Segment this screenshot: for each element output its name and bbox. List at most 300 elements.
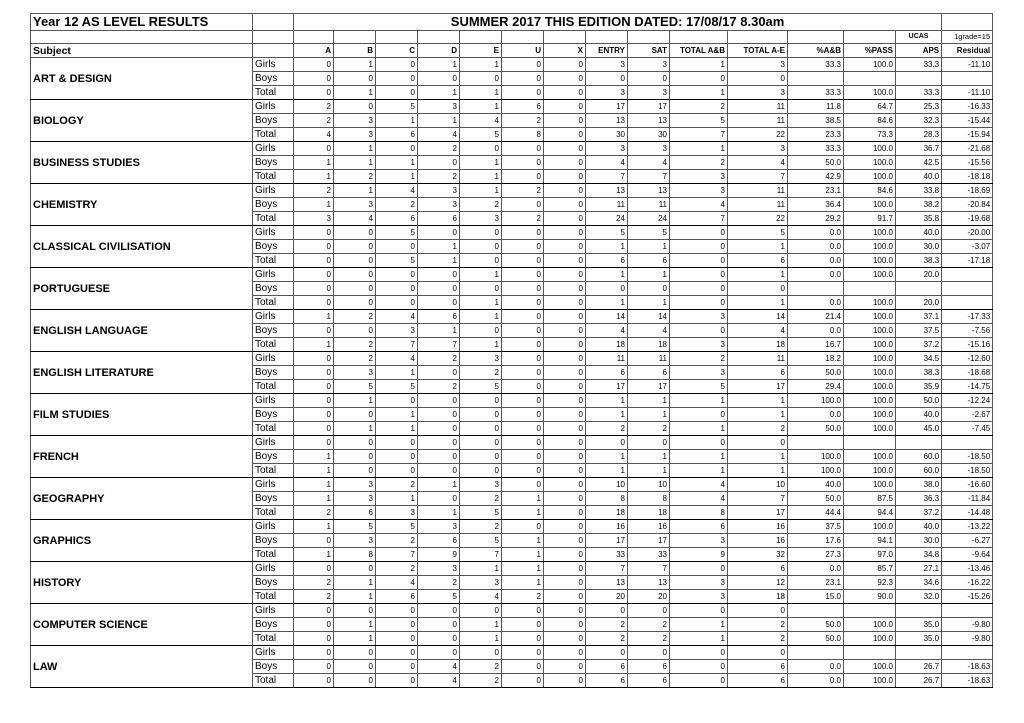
table-cell: 0 [334, 674, 376, 688]
table-cell: 0 [460, 142, 502, 156]
table-cell: 1 [728, 240, 788, 254]
table-cell: 1 [586, 450, 628, 464]
table-cell [942, 646, 993, 660]
table-cell: 0 [460, 394, 502, 408]
table-cell: 0 [294, 366, 334, 380]
table-cell: 0 [544, 86, 586, 100]
table-cell: 1 [728, 408, 788, 422]
table-cell: 0 [294, 394, 334, 408]
table-cell: 3 [418, 100, 460, 114]
table-cell: 0.0 [788, 562, 844, 576]
table-cell: 0 [294, 408, 334, 422]
table-cell: 0 [502, 478, 544, 492]
table-cell: 1 [334, 142, 376, 156]
table-cell: 1 [376, 366, 418, 380]
table-cell: 0 [544, 338, 586, 352]
table-cell: 7 [628, 170, 670, 184]
table-cell: 17 [586, 380, 628, 394]
table-cell: 11 [728, 100, 788, 114]
table-cell: 0 [418, 394, 460, 408]
table-cell: 42.9 [788, 170, 844, 184]
table-cell: 6 [728, 254, 788, 268]
table-cell: 3 [586, 86, 628, 100]
table-cell: 4 [728, 324, 788, 338]
table-cell: 0 [376, 660, 418, 674]
table-cell: 2 [294, 506, 334, 520]
table-cell: -7.56 [942, 324, 993, 338]
table-cell: 7 [376, 548, 418, 562]
table-cell: 100.0 [844, 86, 896, 100]
table-cell: 2 [376, 478, 418, 492]
table-cell: 100.0 [844, 394, 896, 408]
table-cell: 10 [586, 478, 628, 492]
edition-title: SUMMER 2017 THIS EDITION DATED: 17/08/17 8.30am [294, 14, 942, 31]
subject-name: FRENCH [31, 436, 253, 478]
table-cell: 0 [544, 170, 586, 184]
table-cell: 0 [502, 380, 544, 394]
table-cell: 0 [334, 72, 376, 86]
table-cell: 90.0 [844, 590, 896, 604]
table-cell: 7 [460, 548, 502, 562]
column-header: A [294, 44, 334, 58]
table-cell: 0 [544, 394, 586, 408]
table-cell: 85.7 [844, 562, 896, 576]
subject-name: PORTUGUESE [31, 268, 253, 310]
table-cell: 4 [294, 128, 334, 142]
table-cell: 1 [670, 394, 728, 408]
table-cell: 14 [728, 310, 788, 324]
table-row [31, 226, 993, 240]
table-cell: 4 [418, 674, 460, 688]
table-cell: 1 [670, 464, 728, 478]
subject-name: BUSINESS STUDIES [31, 142, 253, 184]
table-cell: 1 [460, 632, 502, 646]
table-cell: 1 [502, 562, 544, 576]
table-cell: 100.0 [844, 380, 896, 394]
table-cell: 0 [544, 576, 586, 590]
table-cell: 12 [728, 576, 788, 590]
table-cell: 6 [586, 660, 628, 674]
table-cell: 34.6 [896, 576, 942, 590]
table-cell: 0 [544, 464, 586, 478]
sheet-title: Year 12 AS LEVEL RESULTS [31, 14, 253, 31]
column-header: Residual [942, 44, 993, 58]
table-cell: -21.68 [942, 142, 993, 156]
table-cell: 0 [544, 562, 586, 576]
table-cell: 7 [586, 170, 628, 184]
table-cell: 0 [544, 156, 586, 170]
table-cell: 2 [334, 310, 376, 324]
table-cell: 0 [376, 450, 418, 464]
group-label: Boys [253, 198, 294, 212]
table-cell: 0 [418, 226, 460, 240]
table-cell: 23.1 [788, 576, 844, 590]
table-cell: 24 [628, 212, 670, 226]
table-cell: 0 [294, 632, 334, 646]
table-cell: 0 [544, 282, 586, 296]
table-cell: 1 [728, 394, 788, 408]
table-cell: 0 [628, 282, 670, 296]
table-cell: 0 [628, 604, 670, 618]
table-cell: 2 [418, 576, 460, 590]
table-cell: -20.84 [942, 198, 993, 212]
table-cell: -3.07 [942, 240, 993, 254]
group-label: Total [253, 212, 294, 226]
table-cell: 42.5 [896, 156, 942, 170]
table-cell: 0 [334, 296, 376, 310]
table-cell: 1 [334, 394, 376, 408]
table-cell: 5 [670, 380, 728, 394]
table-cell: 3 [628, 86, 670, 100]
table-cell: 84.6 [844, 114, 896, 128]
table-cell: 0 [502, 646, 544, 660]
table-cell: 100.0 [844, 464, 896, 478]
table-cell: 8 [670, 506, 728, 520]
table-cell: 8 [334, 548, 376, 562]
table-cell: 1 [728, 296, 788, 310]
table-cell: 1 [670, 450, 728, 464]
table-cell: 1 [670, 632, 728, 646]
table-cell: 0 [670, 604, 728, 618]
table-cell: -6.27 [942, 534, 993, 548]
table-cell: 0 [294, 240, 334, 254]
table-cell: 100.0 [844, 142, 896, 156]
table-cell: 35.9 [896, 380, 942, 394]
table-cell: 2 [418, 380, 460, 394]
table-cell: 0 [294, 226, 334, 240]
table-cell: 5 [334, 520, 376, 534]
table-cell: 0 [376, 240, 418, 254]
table-cell: 0 [334, 100, 376, 114]
table-cell: 17 [586, 534, 628, 548]
table-cell: 1 [670, 86, 728, 100]
table-cell: 2 [502, 590, 544, 604]
table-cell: -12.24 [942, 394, 993, 408]
table-cell: 0 [544, 660, 586, 674]
group-label: Total [253, 380, 294, 394]
group-label: Total [253, 254, 294, 268]
table-cell: 2 [460, 674, 502, 688]
table-cell: 3 [670, 366, 728, 380]
table-cell: 3 [376, 506, 418, 520]
table-cell: 29.4 [788, 380, 844, 394]
table-cell: 0 [294, 436, 334, 450]
table-cell: 18 [628, 338, 670, 352]
table-cell: 32 [728, 548, 788, 562]
table-cell: 6 [418, 310, 460, 324]
table-cell: 0 [502, 156, 544, 170]
table-cell: 33.3 [788, 86, 844, 100]
table-cell: 0 [376, 632, 418, 646]
table-cell: 3 [418, 520, 460, 534]
table-cell: 100.0 [844, 296, 896, 310]
group-label: Total [253, 590, 294, 604]
table-cell: 3 [334, 478, 376, 492]
table-cell: 36.3 [896, 492, 942, 506]
group-label: Boys [253, 366, 294, 380]
table-cell: -7.45 [942, 422, 993, 436]
table-cell: 6 [728, 562, 788, 576]
table-cell: 0 [502, 254, 544, 268]
table-cell: 0 [544, 72, 586, 86]
table-cell: 1 [628, 240, 670, 254]
table-cell [788, 646, 844, 660]
table-row [31, 520, 993, 534]
table-cell: 1 [376, 408, 418, 422]
table-cell: 0 [460, 422, 502, 436]
table-cell: 40.0 [788, 478, 844, 492]
table-cell: 17 [628, 380, 670, 394]
table-cell: 35.0 [896, 618, 942, 632]
table-cell: 97.0 [844, 548, 896, 562]
column-header: APS [896, 44, 942, 58]
table-cell: 6 [670, 520, 728, 534]
table-cell: 100.0 [844, 632, 896, 646]
group-label: Total [253, 422, 294, 436]
table-cell: 2 [628, 618, 670, 632]
table-cell: 0 [502, 450, 544, 464]
table-cell: -20.00 [942, 226, 993, 240]
table-cell: 6 [728, 366, 788, 380]
table-cell: 2 [728, 422, 788, 436]
table-cell: 100.0 [788, 464, 844, 478]
table-cell: 0 [334, 660, 376, 674]
group-label: Girls [253, 646, 294, 660]
table-cell: 1 [294, 492, 334, 506]
table-row [31, 604, 993, 618]
table-cell: 0 [502, 72, 544, 86]
table-cell: 37.5 [896, 324, 942, 338]
table-cell [844, 436, 896, 450]
table-cell: 3 [728, 142, 788, 156]
table-cell: 0 [544, 520, 586, 534]
table-cell: 6 [728, 674, 788, 688]
table-cell: 5 [460, 380, 502, 394]
table-cell: 0 [502, 282, 544, 296]
table-cell: 38.0 [896, 478, 942, 492]
table-cell: 0 [544, 422, 586, 436]
table-cell: 11 [728, 352, 788, 366]
table-cell: 1 [294, 156, 334, 170]
table-cell: 3 [586, 58, 628, 72]
table-cell: -9.80 [942, 632, 993, 646]
table-cell: -2.67 [942, 408, 993, 422]
table-cell: 7 [670, 128, 728, 142]
table-cell: 35.8 [896, 212, 942, 226]
group-label: Total [253, 506, 294, 520]
table-cell: 0 [460, 464, 502, 478]
table-cell: 1 [502, 548, 544, 562]
table-cell: 0 [670, 296, 728, 310]
table-cell: 36.4 [788, 198, 844, 212]
table-cell: 23.1 [788, 184, 844, 198]
table-cell: 3 [334, 114, 376, 128]
table-cell: -18.63 [942, 660, 993, 674]
table-cell: 21.4 [788, 310, 844, 324]
table-cell: 5 [670, 114, 728, 128]
table-cell: 4 [670, 492, 728, 506]
table-cell: 100.0 [844, 170, 896, 184]
group-label: Girls [253, 58, 294, 72]
group-label: Girls [253, 268, 294, 282]
table-cell: 20 [628, 590, 670, 604]
table-cell: 2 [502, 184, 544, 198]
table-row [31, 268, 993, 282]
table-cell: 60.0 [896, 450, 942, 464]
subject-name: LAW [31, 646, 253, 688]
group-label: Boys [253, 282, 294, 296]
table-cell: -15.56 [942, 156, 993, 170]
table-cell: 0 [502, 310, 544, 324]
table-cell: 30 [586, 128, 628, 142]
table-cell: 0 [334, 240, 376, 254]
table-cell: 2 [418, 352, 460, 366]
table-cell: 100.0 [844, 324, 896, 338]
table-cell: 23.3 [788, 128, 844, 142]
table-cell [788, 604, 844, 618]
table-cell: 0 [294, 534, 334, 548]
results-body [31, 58, 993, 688]
table-cell: 0 [544, 58, 586, 72]
table-cell: 0 [418, 436, 460, 450]
table-cell [896, 282, 942, 296]
table-cell: 0 [418, 268, 460, 282]
table-cell: 0 [460, 450, 502, 464]
note-row [31, 31, 993, 44]
table-cell: 0 [460, 604, 502, 618]
table-cell: 30 [628, 128, 670, 142]
table-row [31, 394, 993, 408]
table-cell: 10 [728, 478, 788, 492]
table-cell: 1 [628, 394, 670, 408]
table-cell: 0 [586, 72, 628, 86]
table-cell: 0 [376, 296, 418, 310]
group-label: Girls [253, 562, 294, 576]
table-cell: 2 [418, 170, 460, 184]
table-cell: 32.3 [896, 114, 942, 128]
group-label: Boys [253, 450, 294, 464]
group-label: Girls [253, 184, 294, 198]
table-cell: 0 [376, 72, 418, 86]
subject-name: FILM STUDIES [31, 394, 253, 436]
table-cell: 9 [670, 548, 728, 562]
table-cell: 3 [460, 478, 502, 492]
table-cell: 50.0 [788, 618, 844, 632]
table-cell: 0 [544, 100, 586, 114]
table-cell: 25.3 [896, 100, 942, 114]
table-cell: 1 [294, 520, 334, 534]
table-cell: 100.0 [844, 366, 896, 380]
table-cell: 8 [586, 492, 628, 506]
table-cell: 1 [460, 86, 502, 100]
table-cell: 4 [460, 590, 502, 604]
table-cell: 100.0 [844, 198, 896, 212]
table-cell: 2 [728, 632, 788, 646]
table-cell: 0 [670, 674, 728, 688]
table-cell: 0 [502, 436, 544, 450]
subject-name: HISTORY [31, 562, 253, 604]
table-cell: 0 [418, 156, 460, 170]
table-cell: 11 [586, 198, 628, 212]
table-cell: 13 [586, 114, 628, 128]
table-cell: 100.0 [844, 408, 896, 422]
table-cell: 0 [670, 324, 728, 338]
table-cell: 0 [544, 506, 586, 520]
table-cell: 0 [502, 142, 544, 156]
table-cell: 0.0 [788, 226, 844, 240]
column-header-row [31, 44, 993, 58]
table-cell: 5 [376, 380, 418, 394]
table-cell: 26.7 [896, 674, 942, 688]
group-label: Boys [253, 240, 294, 254]
table-cell: 0 [670, 660, 728, 674]
table-cell: 3 [418, 562, 460, 576]
table-cell: 0 [544, 450, 586, 464]
ucas-label: UCAS [896, 31, 942, 44]
subject-name: CHEMISTRY [31, 184, 253, 226]
table-cell: 13 [586, 576, 628, 590]
table-cell: 1 [460, 170, 502, 184]
table-cell: 37.2 [896, 506, 942, 520]
table-cell: 0 [460, 646, 502, 660]
table-cell: 0 [502, 226, 544, 240]
table-cell: 17.6 [788, 534, 844, 548]
table-cell: 0 [502, 352, 544, 366]
table-cell: 0 [294, 660, 334, 674]
table-cell: 11 [628, 352, 670, 366]
table-cell: 0.0 [788, 324, 844, 338]
table-row [31, 646, 993, 660]
table-cell: 34.8 [896, 548, 942, 562]
table-cell: 1 [628, 450, 670, 464]
table-cell: 0 [544, 240, 586, 254]
column-header: %A&B [788, 44, 844, 58]
group-label: Boys [253, 408, 294, 422]
table-cell: 1 [418, 114, 460, 128]
table-cell: 2 [376, 198, 418, 212]
table-cell: 4 [376, 576, 418, 590]
table-cell: 6 [376, 128, 418, 142]
table-cell: 50.0 [788, 422, 844, 436]
table-cell: 1 [376, 422, 418, 436]
table-cell: 1 [460, 296, 502, 310]
group-label: Girls [253, 352, 294, 366]
table-cell: 0 [418, 618, 460, 632]
table-cell: 1 [294, 478, 334, 492]
table-cell: 1 [334, 576, 376, 590]
group-label: Girls [253, 478, 294, 492]
table-cell: 30.0 [896, 240, 942, 254]
table-cell: 6 [586, 674, 628, 688]
table-cell: 1 [294, 450, 334, 464]
table-cell: 100.0 [844, 478, 896, 492]
group-label: Boys [253, 114, 294, 128]
table-cell: 0 [670, 268, 728, 282]
table-cell: -11.10 [942, 86, 993, 100]
table-cell: 0 [294, 352, 334, 366]
table-cell: 1 [670, 422, 728, 436]
table-cell: 11 [586, 352, 628, 366]
table-cell: -15.94 [942, 128, 993, 142]
table-cell: 0 [294, 618, 334, 632]
table-cell [942, 72, 993, 86]
table-cell: 0 [502, 268, 544, 282]
group-label: Total [253, 170, 294, 184]
table-cell: 100.0 [844, 156, 896, 170]
table-cell: 4 [376, 184, 418, 198]
table-cell: 0 [502, 366, 544, 380]
table-cell: 4 [376, 310, 418, 324]
